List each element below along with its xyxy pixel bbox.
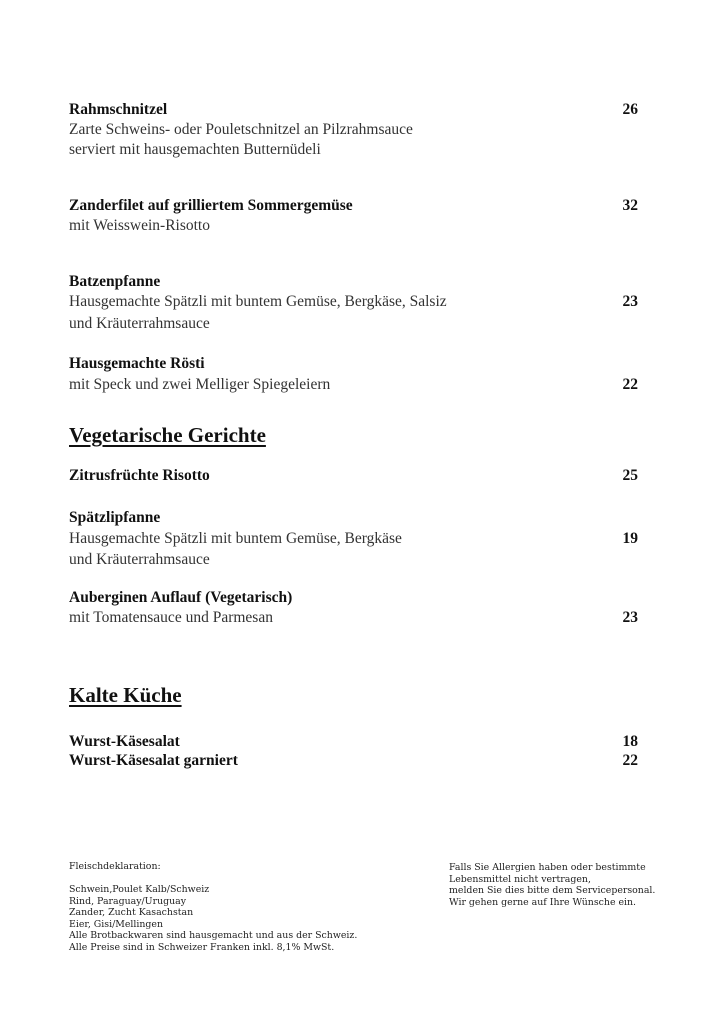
item-title: Wurst-Käsesalat [69, 733, 180, 750]
item-title: Rahmschnitzel [69, 101, 168, 118]
allergy-notice-line: Wir gehen gerne auf Ihre Wünsche ein. [449, 896, 637, 908]
meat-declaration-line: Rind, Paraguay/Uruguay [69, 895, 187, 907]
item-price: 25 [622, 467, 638, 484]
item-title: Batzenpfanne [69, 273, 161, 290]
item-description: mit Speck und zwei Melliger Spiegeleiern [69, 376, 331, 393]
meat-declaration-line: Alle Brotbackwaren sind hausgemacht und aus der Schweiz. [69, 930, 358, 941]
item-title: Zanderfilet auf grilliertem Sommergemüse [69, 197, 353, 214]
item-description: Hausgemachte Spätzli mit buntem Gemüse, Bergkäse, Salsiz [69, 293, 447, 310]
item-description: serviert mit hausgemachten Butternüdeli [69, 141, 321, 158]
item-price: 32 [622, 197, 638, 214]
item-description: Hausgemachte Spätzli mit buntem Gemüse, Bergkäse [69, 530, 402, 547]
item-title: Auberginen Auflauf (Vegetarisch) [69, 589, 293, 606]
section-heading: Vegetarische Gerichte [69, 423, 266, 447]
item-title: Hausgemachte Rösti [69, 355, 205, 372]
item-title: Zitrusfrüchte Risotto [69, 467, 210, 484]
meat-declaration-heading: Fleischdeklaration: [69, 861, 161, 872]
item-description: mit Weisswein-Risotto [69, 217, 210, 234]
allergy-notice-line: Falls Sie Allergien haben oder bestimmte [449, 862, 646, 873]
item-title: Spätzlipfanne [69, 509, 161, 526]
item-price: 19 [622, 530, 638, 547]
item-description: und Kräuterrahmsauce [69, 551, 210, 568]
meat-declaration-line: Alle Preise sind in Schweizer Franken inkl. 8,1% MwSt. [69, 941, 335, 953]
item-title: Wurst-Käsesalat garniert [69, 752, 238, 769]
item-price: 23 [622, 293, 638, 310]
meat-declaration-line: Eier, Gisi/Mellingen [69, 918, 164, 930]
item-price: 23 [622, 609, 638, 626]
item-price: 26 [622, 101, 638, 118]
item-description: mit Tomatensauce und Parmesan [69, 609, 273, 626]
meat-declaration-line: Schwein,Poulet Kalb/Schweiz [69, 884, 210, 895]
meat-declaration-line: Zander, Zucht Kasachstan [69, 907, 194, 918]
item-description: Zarte Schweins- oder Pouletschnitzel an Pilzrahmsauce [69, 121, 413, 138]
allergy-notice-line: melden Sie dies bitte dem Servicepersonal. [449, 885, 656, 896]
item-price: 18 [622, 733, 638, 750]
item-price: 22 [622, 752, 638, 769]
section-heading: Kalte Küche [69, 683, 182, 707]
item-description: und Kräuterrahmsauce [69, 315, 210, 332]
item-price: 22 [622, 376, 638, 393]
allergy-notice-line: Lebensmittel nicht vertragen, [449, 873, 591, 885]
